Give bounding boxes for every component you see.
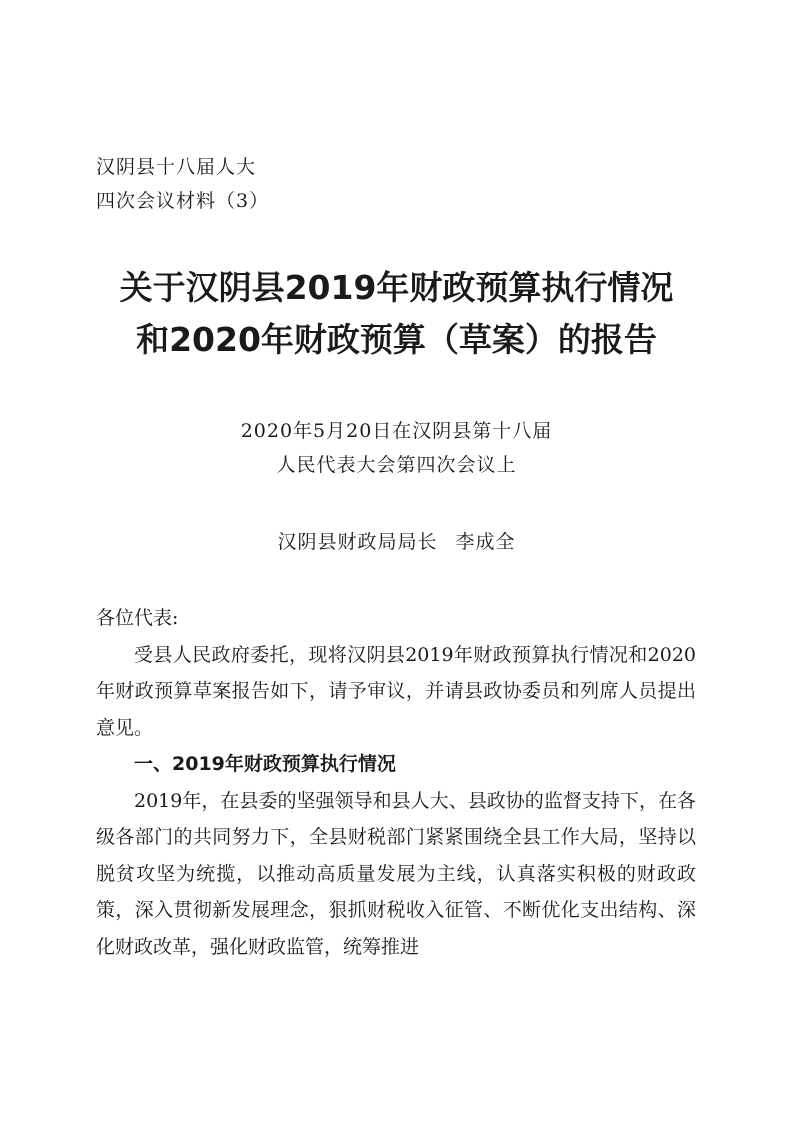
- title-line-1: 关于汉阴县2019年财政预算执行情况: [119, 268, 674, 307]
- meeting-info: [0, 414, 793, 482]
- title-line-2: 和2020年财政预算（草案）的报告: [136, 320, 657, 359]
- header-line-material: 四次会议材料（3）: [96, 190, 270, 212]
- section-heading-1: 一、2019年财政预算执行情况: [134, 753, 396, 775]
- speaker-name: 李成全: [455, 531, 516, 553]
- header-line-congress: 汉阴县十八届人大: [96, 156, 257, 178]
- meeting-line-1: 2020年5月20日在汉阴县第十八届: [240, 420, 553, 442]
- report-body: [96, 600, 696, 965]
- salutation: 各位代表:: [96, 607, 179, 629]
- document-title: [0, 262, 793, 366]
- document-header: [96, 150, 269, 218]
- meeting-line-2: 人民代表大会第四次会议上: [276, 454, 517, 476]
- speaker-position: 汉阴县财政局局长: [277, 531, 438, 553]
- intro-paragraph: 受县人民政府委托，现将汉阴县2019年财政预算执行情况和2020年财政预算草案报告如下，请予审议，并请县政协委员和列席人员提出意见。: [96, 643, 696, 739]
- speaker-info: [0, 527, 793, 557]
- section-1-paragraph: 2019年，在县委的坚强领导和县人大、县政协的监督支持下，在各级各部门的共同努力下，全县财税部门紧紧围绕全县工作大局，坚持以脱贫攻坚为统揽，以推动高质量发展为主线，认真落实积极的财政政策，深入贯彻新发展理念，狠抓财税收入征管、不断优化支出结构、深化财政改革，强化财政监管，统筹推进: [96, 789, 696, 958]
